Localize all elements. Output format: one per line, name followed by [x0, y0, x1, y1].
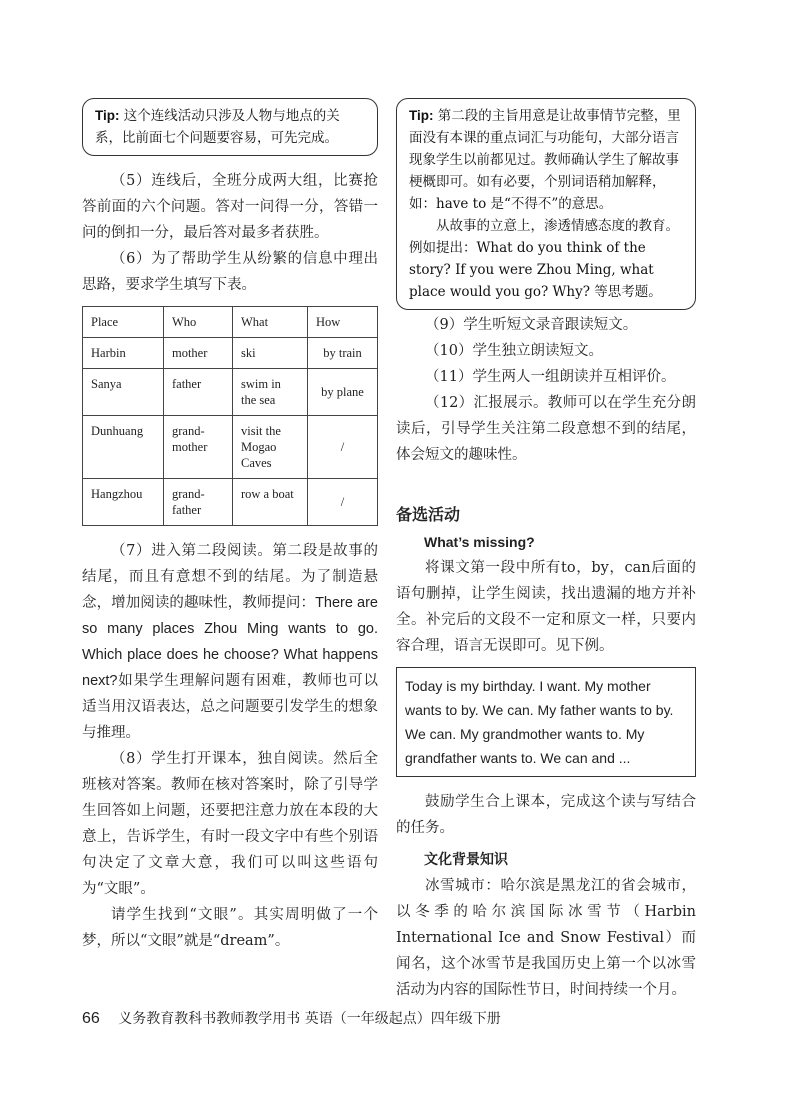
- info-table: [82, 306, 378, 526]
- table-cell: grand-father: [163, 479, 232, 526]
- paragraph-9: （9）学生听短文录音跟读短文。: [425, 317, 638, 333]
- paragraph-10: （10）学生独立朗读短文。: [425, 343, 603, 359]
- table-row: [83, 416, 378, 479]
- paragraph-7: [82, 538, 378, 746]
- table-cell: grand-mother: [163, 416, 232, 479]
- table-header-cell: Who: [163, 307, 232, 338]
- activity-description: 将课文第一段中所有to，by，can后面的语句删掉，让学生阅读，找出遗漏的地方并补全。补完后的文段不一定和原文一样，只要内容合理，语言无误即可。见下例。: [396, 560, 696, 654]
- tip-text-2: 从故事的立意上，渗透情感态度的教育。例如提出：What do you think of the story? If you were Zhou Ming, what place would you go? Why? 等思考题。: [409, 218, 679, 300]
- table-cell: Harbin: [83, 338, 164, 369]
- table-cell: by train: [307, 338, 377, 369]
- table-cell: father: [163, 369, 232, 416]
- table-cell: row a boat: [232, 479, 307, 526]
- paragraph-7-tail: 如果学生理解问题有困难，教师也可以适当用汉语表达，总之问题要引发学生的想象与推理。: [82, 673, 378, 741]
- table-row: [83, 479, 378, 526]
- tip-text-1: 第二段的主旨用意是让故事情节完整，里面没有本课的重点词汇与功能句，大部分语言现象学生以前都见过。教师确认学生了解故事梗概即可。如有必要，个别词语稍加解释，如：have to 是“不得不”的意思。: [409, 108, 681, 212]
- footer: [82, 1008, 722, 1028]
- page-number: 66: [82, 1010, 100, 1027]
- paragraph-8: （8）学生打开课本，独自阅读。然后全班核对答案。教师在核对答案时，除了引导学生回答如上问题，还要把注意力放在本段的大意上，告诉学生，有时一段文字中有些个别语句决定了文章大意，我们可以叫这些语句为“文眼”。: [82, 751, 378, 897]
- culture-title: 文化背景知识: [424, 852, 508, 868]
- table-cell: by plane: [307, 369, 377, 416]
- tip-box-2: [396, 98, 696, 310]
- table-header-row: [83, 307, 378, 338]
- table-cell: swim in the sea: [232, 369, 307, 416]
- culture-paragraph: 冰雪城市：哈尔滨是黑龙江的省会城市，以冬季的哈尔滨国际冰雪节（Harbin International Ice and Snow Festival）而闻名，这个冰雪节是我国历史上第一个以冰雪活动为内容的国际性节日，时间持续一个月。: [396, 878, 696, 998]
- paragraph-12: （12）汇报展示。教师可以在学生充分朗读后，引导学生关注第二段意想不到的结尾，体会短文的趣味性。: [396, 395, 696, 463]
- right-column: [396, 98, 696, 1003]
- paragraph-8b: 请学生找到“文眼”。其实周明做了一个梦，所以“文眼”就是“dream”。: [82, 907, 378, 949]
- table-header-cell: What: [232, 307, 307, 338]
- table-cell: /: [307, 479, 377, 526]
- paragraph-5: （5）连线后，全班分成两大组，比赛抢答前面的六个问题。答对一问得一分，答错一问的倒扣一分，最后答对最多者获胜。: [82, 173, 378, 241]
- table-cell: ski: [232, 338, 307, 369]
- paragraph-7-en: There are so many places Zhou Ming wants to go. Which place does he choose? What happens next?: [82, 595, 378, 689]
- table-cell: Sanya: [83, 369, 164, 416]
- table-cell: mother: [163, 338, 232, 369]
- table-row: [83, 369, 378, 416]
- table-cell: /: [307, 416, 377, 479]
- table-cell: visit the Mogao Caves: [232, 416, 307, 479]
- footer-text: 义务教育教科书教师教学用书 英语（一年级起点）四年级下册: [118, 1011, 501, 1027]
- encourage-paragraph: 鼓励学生合上课本，完成这个读与写结合的任务。: [396, 794, 696, 836]
- activity-name: What’s missing?: [424, 534, 535, 550]
- tip-label: Tip:: [409, 108, 434, 123]
- table-header-cell: Place: [83, 307, 164, 338]
- paragraph-7-zh: （7）进入第二段阅读。第二段是故事的结尾，而且有意想不到的结尾。为了制造悬念，增加阅读的趣味性，教师提问：: [82, 543, 378, 611]
- example-box: Today is my birthday. I want. My mother wants to by. We can. My father wants to by. We can. My grandmother wants to. My grandfather wants to. We can and ...: [396, 667, 696, 777]
- section-title: 备选活动: [396, 505, 461, 524]
- paragraph-6: （6）为了帮助学生从纷繁的信息中理出思路，要求学生填写下表。: [82, 251, 378, 293]
- tip-box-1: [82, 98, 378, 156]
- paragraph-11: （11）学生两人一组朗读并互相评价。: [425, 369, 676, 385]
- table-cell: Hangzhou: [83, 479, 164, 526]
- tip-label: Tip:: [95, 108, 120, 123]
- table-header-cell: How: [307, 307, 377, 338]
- table-cell: Dunhuang: [83, 416, 164, 479]
- table-row: [83, 338, 378, 369]
- tip-text: 这个连线活动只涉及人物与地点的关系，比前面七个问题要容易，可先完成。: [95, 108, 340, 146]
- left-column: [82, 98, 378, 954]
